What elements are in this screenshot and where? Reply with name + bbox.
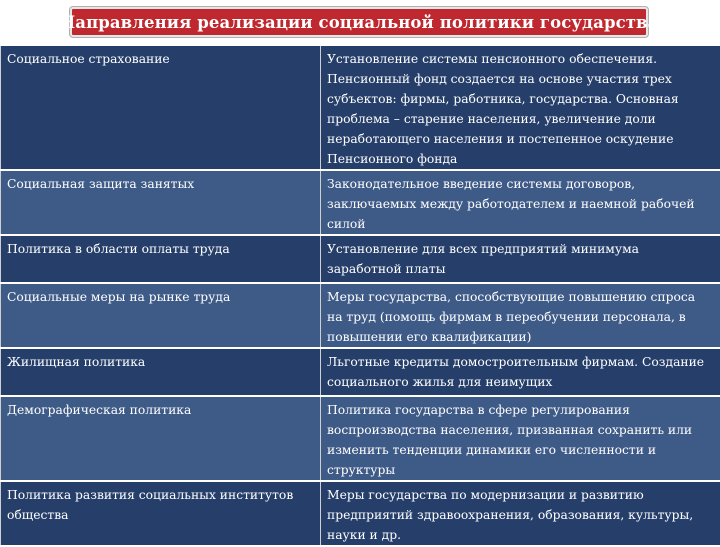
policy-table xyxy=(0,46,720,547)
direction-cell: Социальные меры на рынке труда xyxy=(1,283,321,348)
direction-cell: Демографическая политика xyxy=(1,396,321,481)
description-cell: Льготные кредиты домостроительным фирмам. Создание социального жилья для неимущих xyxy=(321,348,720,396)
direction-cell: Социальное страхование xyxy=(1,46,321,170)
table-row xyxy=(1,481,720,546)
description-cell: Политика государства в сфере регулирования воспроизводства населения, призванная сохранить или изменить тенденции динамики его численности и структуры xyxy=(321,396,720,481)
description-cell: Установление для всех предприятий минимума заработной платы xyxy=(321,235,720,283)
direction-cell: Социальная защита занятых xyxy=(1,170,321,235)
description-cell: Установление системы пенсионного обеспечения. Пенсионный фонд создается на основе участия трех субъектов: фирмы, работника, государства. Основная проблема – старение населения, увеличение доли неработающего населения и постепенное оскудение Пенсионного фонда xyxy=(321,46,720,170)
table-row xyxy=(1,283,720,348)
table-row xyxy=(1,348,720,396)
direction-cell: Политика развития социальных институтов общества xyxy=(1,481,321,546)
table-row xyxy=(1,396,720,481)
direction-cell: Политика в области оплаты труда xyxy=(1,235,321,283)
table-row xyxy=(1,170,720,235)
table-row xyxy=(1,46,720,170)
title-banner xyxy=(70,7,648,37)
table-row xyxy=(1,235,720,283)
description-cell: Меры государства по модернизации и развитию предприятий здравоохранения, образования, культуры, науки и др. xyxy=(321,481,720,546)
description-cell: Меры государства, способствующие повышению спроса на труд (помощь фирмам в переобучении персонала, в повышении его квалификации) xyxy=(321,283,720,348)
direction-cell: Жилищная политика xyxy=(1,348,321,396)
page-title: Направления реализации социальной политики государства xyxy=(60,13,659,32)
description-cell: Законодательное введение системы договоров, заключаемых между работодателем и наемной рабочей силой xyxy=(321,170,720,235)
